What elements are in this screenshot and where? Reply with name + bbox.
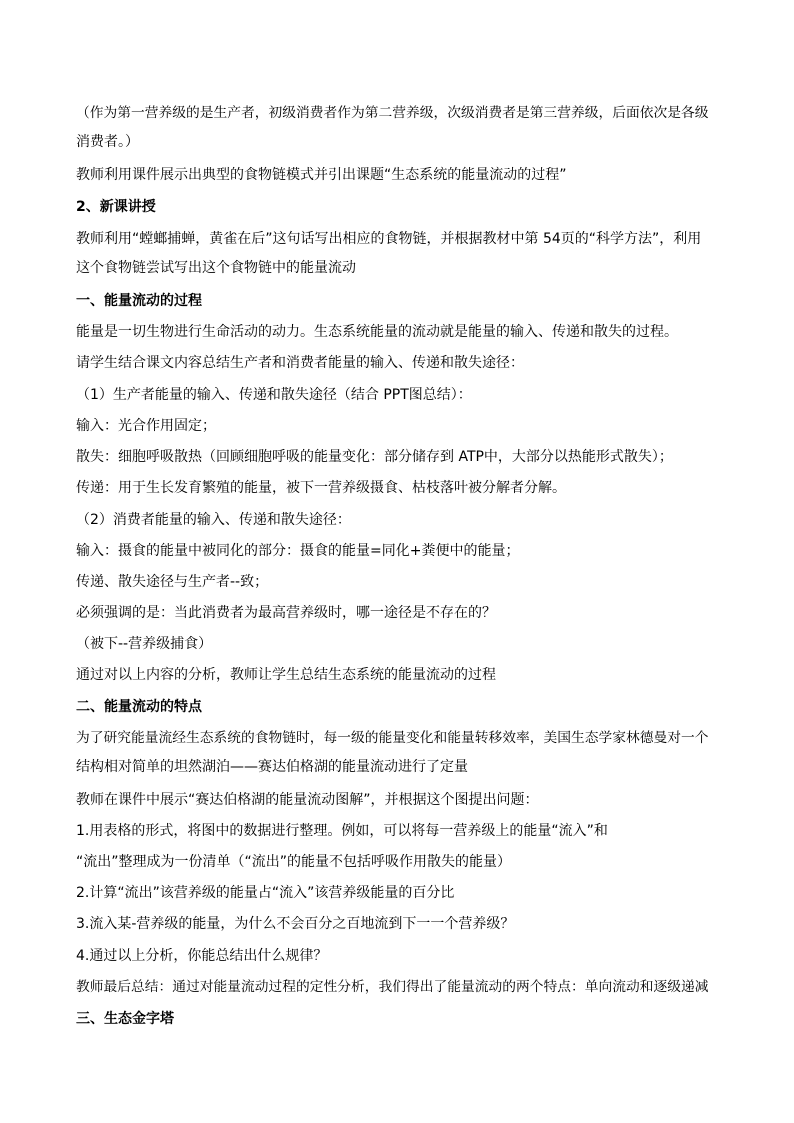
text-line: （1）生产者能量的输入、传递和散失途径（结合 PPT图总结）： (76, 387, 472, 403)
text-line: （作为第一营养级的是生产者，初级消费者作为第二营养级，次级消费者是第三营养级，后面依次是各级 (76, 105, 709, 121)
text-line: 2.计算“流出”该营养级的能量占“流入”该营养级能量的百分比 (76, 885, 455, 901)
text-line: 教师在课件中展示“赛达伯格湖的能量流动图解”，并根据这个图提出问题： (76, 792, 539, 808)
text-line: 为了研究能量流经生态系统的食物链时，每一级的能量变化和能量转移效率，美国生态学家林德曼对一个 (76, 730, 709, 746)
text-line: 传递：用于生长发育繁殖的能量，被下一营养级摄食、枯枝落叶被分解者分解。 (76, 480, 566, 496)
text-line: 必须强调的是：当此消费者为最高营养级时，哪一途径是不存在的？ (76, 605, 496, 621)
text-line: 通过对以上内容的分析，教师让学生总结生态系统的能量流动的过程 (76, 667, 496, 683)
text-line: 教师利用课件展示出典型的食物链模式并引出课题“生态系统的能量流动的过程” (76, 167, 567, 183)
section-heading: 二、能量流动的特点 (76, 699, 202, 715)
text-line: 1.用表格的形式，将图中的数据进行整理。例如，可以将每一营养级上的能量“流入”和 (76, 823, 608, 839)
text-line: 教师最后总结：通过对能量流动过程的定性分析，我们得出了能量流动的两个特点：单向流动和逐级递减 (76, 979, 709, 995)
text-line: 消费者。） (76, 134, 139, 150)
text-line: 教师利用“螳螂捕蝉，黄雀在后”这句话写出相应的食物链，并根据教材中第 54页的“科学方法”，利用 (76, 231, 702, 247)
section-heading: 2、新课讲授 (76, 199, 156, 215)
text-line: 传递、散失途径与生产者--致； (76, 574, 269, 590)
text-line: 3.流入某-营养级的能量，为什么不会百分之百地流到下一一个营养级？ (76, 916, 515, 932)
text-line: 输入：摄食的能量中被同化的部分：摄食的能量=同化+粪便中的能量； (76, 543, 520, 559)
text-line: 能量是一切生物进行生命活动的动力。生态系统能量的流动就是能量的输入、传递和散失的过程。 (76, 324, 678, 340)
section-heading: 三、生态金字塔 (76, 1011, 174, 1027)
text-line: “流出”整理成为一份清单（“流出”的能量不包括呼吸作用散失的能量） (76, 854, 512, 870)
text-line: （2）消费者能量的输入、传递和散失途径： (76, 512, 351, 528)
text-line: 这个食物链尝试写出这个食物链中的能量流动 (76, 260, 356, 276)
text-line: 输入：光合作用固定； (76, 418, 216, 434)
text-line: （被下--营养级捕食） (76, 636, 213, 652)
section-heading: 一、能量流动的过程 (76, 293, 202, 309)
text-line: 请学生结合课文内容总结生产者和消费者能量的输入、传递和散失途径： (76, 355, 524, 371)
text-line: 散失：细胞呼吸散热（回顾细胞呼吸的能量变化：部分储存到 ATP中，大部分以热能形式散失）； (76, 449, 673, 465)
text-line: 结构相对简单的坦然湖泊——赛达伯格湖的能量流动进行了定量 (76, 759, 468, 775)
text-line: 4.通过以上分析，你能总结出什么规律？ (76, 948, 328, 964)
